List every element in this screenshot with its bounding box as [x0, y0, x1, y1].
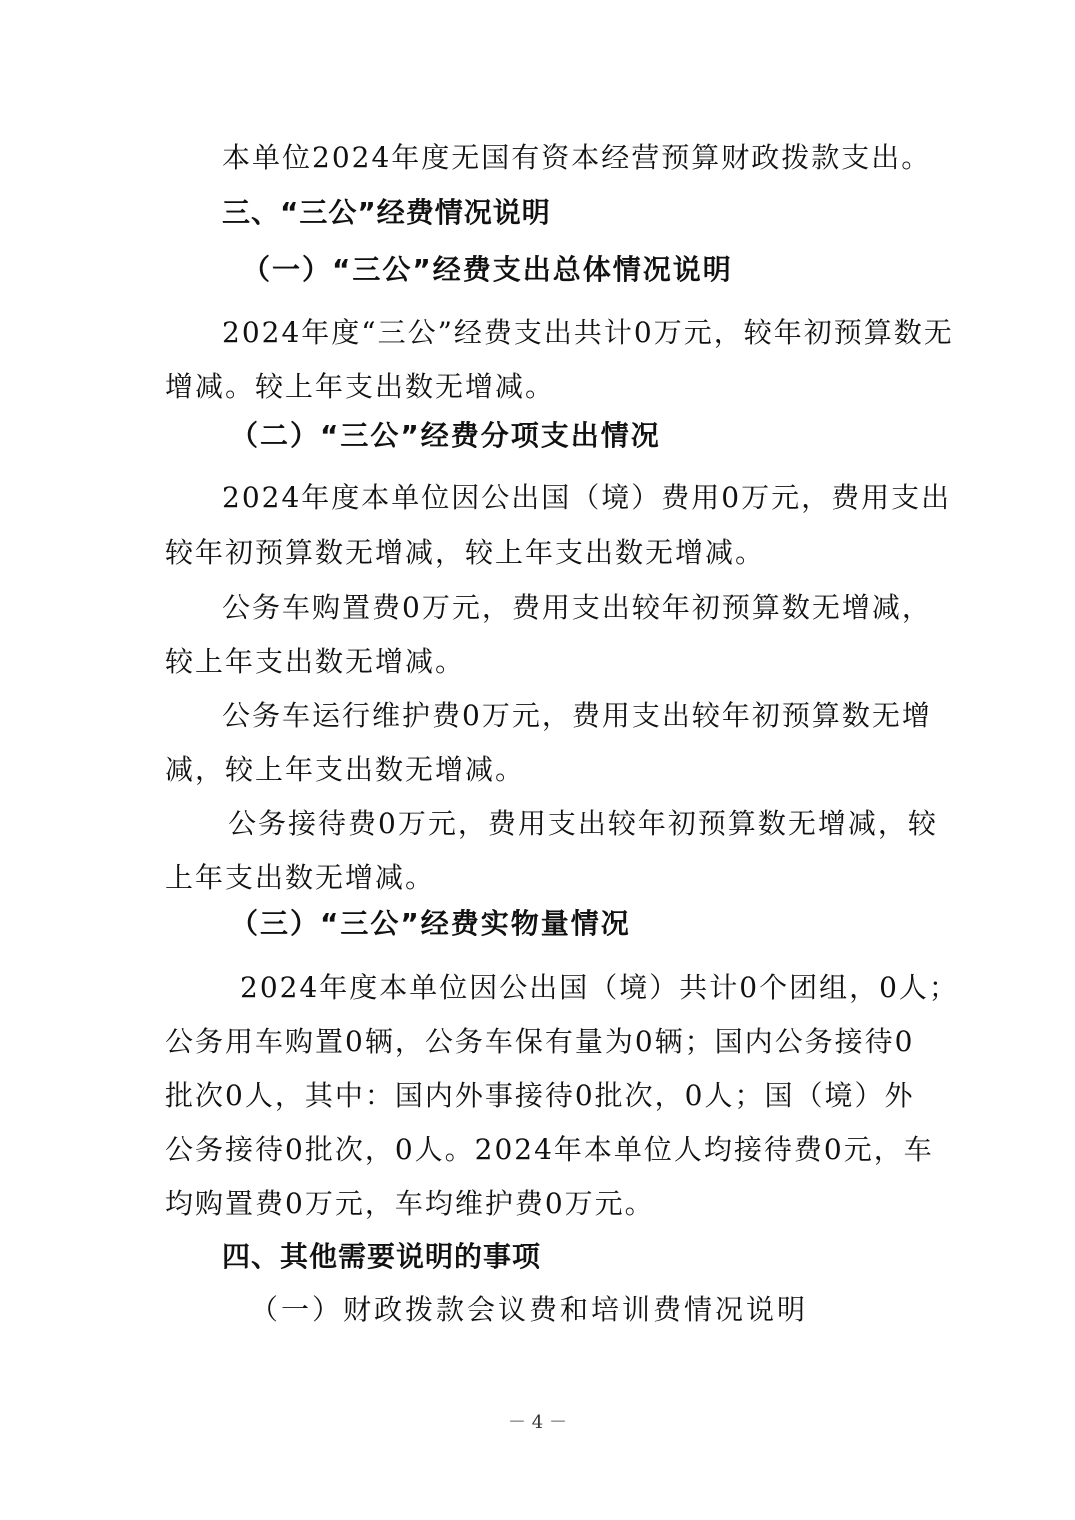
subheading-meeting-training-fees: （一）财政拨款会议费和培训费情况说明 — [250, 1293, 809, 1326]
paragraph-line: 批次0人，其中：国内外事接待0批次，0人；国（境）外 — [165, 1079, 915, 1112]
paragraph-line: 公务接待费0万元，费用支出较年初预算数无增减，较 — [228, 807, 938, 840]
paragraph-line: 本单位2024年度无国有资本经营预算财政拨款支出。 — [222, 141, 932, 174]
paragraph-line: 上年支出数无增减。 — [165, 861, 436, 894]
paragraph-line: 公务接待0批次，0人。2024年本单位人均接待费0元，车 — [165, 1133, 934, 1166]
paragraph-line: 均购置费0万元，车均维护费0万元。 — [165, 1187, 655, 1220]
paragraph-line: 较年初预算数无增减，较上年支出数无增减。 — [165, 536, 766, 569]
section-heading-three-public-expenses: 三、“三公”经费情况说明 — [222, 196, 551, 229]
subheading-overall-expenditure: （一）“三公”经费支出总体情况说明 — [242, 253, 733, 286]
paragraph-line: 公务车购置费0万元，费用支出较年初预算数无增减， — [222, 591, 932, 624]
paragraph-line: 减，较上年支出数无增减。 — [165, 753, 526, 786]
section-heading-other-matters: 四、其他需要说明的事项 — [222, 1240, 542, 1273]
paragraph-line: 2024年度“三公”经费支出共计0万元，较年初预算数无 — [222, 316, 954, 349]
paragraph-line: 增减。较上年支出数无增减。 — [165, 370, 556, 403]
paragraph-line: 2024年度本单位因公出国（境）共计0个团组，0人； — [240, 971, 959, 1004]
paragraph-line: 公务用车购置0辆，公务车保有量为0辆；国内公务接待0 — [165, 1025, 915, 1058]
page-number: － 4 － — [508, 1412, 567, 1433]
subheading-physical-quantity: （三）“三公”经费实物量情况 — [230, 907, 631, 940]
paragraph-line: 公务车运行维护费0万元，费用支出较年初预算数无增 — [222, 699, 932, 732]
paragraph-line: 较上年支出数无增减。 — [165, 645, 466, 678]
paragraph-line: 2024年度本单位因公出国（境）费用0万元，费用支出 — [222, 481, 952, 514]
subheading-itemized-expenditure: （二）“三公”经费分项支出情况 — [230, 419, 661, 452]
